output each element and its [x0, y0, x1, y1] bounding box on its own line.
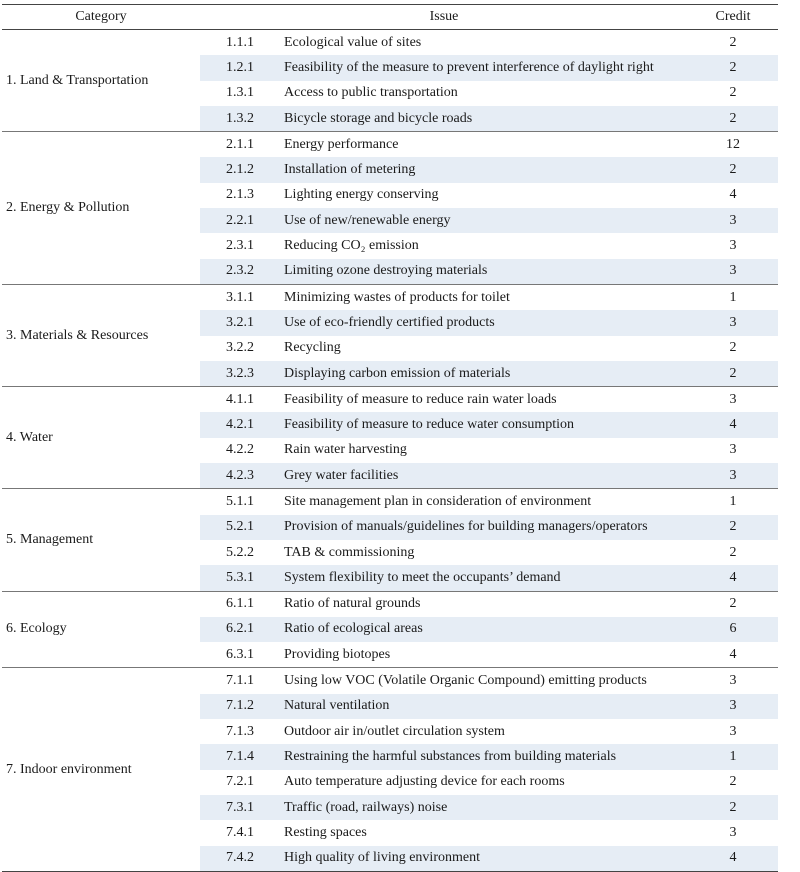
issue-number: 2.2.1 [200, 208, 280, 233]
credit-table [2, 4, 778, 872]
issue-number: 1.3.2 [200, 106, 280, 132]
issue-text: Limiting ozone destroying materials [280, 259, 688, 285]
issue-number: 7.4.1 [226, 824, 254, 840]
issue-text: Ratio of natural grounds [284, 596, 421, 612]
credit-value: 3 [729, 442, 737, 458]
header-category: Category [2, 5, 200, 30]
credit-value: 2 [729, 340, 737, 356]
category-cell: 5. Management [2, 489, 200, 591]
credit-value: 2 [729, 596, 737, 612]
category-cell: 7. Indoor environment [2, 668, 200, 871]
table-body [2, 30, 778, 872]
credit-value: 2 [688, 361, 778, 387]
credit-value: 2 [729, 85, 737, 101]
issue-text: Natural ventilation [280, 694, 688, 719]
issue-number: 1.2.1 [200, 55, 280, 80]
issue-number: 5.1.1 [226, 493, 254, 509]
issue-number: 2.1.2 [200, 157, 280, 182]
header-row [2, 5, 778, 30]
credit-value: 6 [688, 617, 778, 642]
issue-text: System flexibility to meet the occupants’ demand [280, 565, 688, 591]
issue-number: 2.1.1 [226, 136, 254, 152]
table-row [2, 591, 778, 617]
table-row [2, 284, 778, 310]
issue-number: 4.1.1 [226, 391, 254, 407]
credit-value: 2 [729, 774, 737, 790]
issue-text: Ratio of ecological areas [280, 617, 688, 642]
issue-number: 7.1.1 [226, 673, 254, 689]
credit-value: 3 [729, 673, 737, 689]
credit-value: 3 [688, 259, 778, 285]
credit-value: 4 [688, 846, 778, 872]
issue-text: Rain water harvesting [284, 442, 407, 458]
issue-number: 1.1.1 [226, 34, 254, 50]
credit-value: 1 [688, 744, 778, 769]
issue-number: 5.2.2 [226, 544, 254, 560]
header-credit: Credit [688, 5, 778, 30]
issue-number: 5.2.1 [200, 515, 280, 540]
issue-text: Use of new/renewable energy [280, 208, 688, 233]
issue-number: 4.2.3 [200, 463, 280, 489]
header-issue: Issue [200, 5, 688, 30]
credit-value: 2 [688, 795, 778, 820]
credit-value: 3 [729, 723, 737, 739]
issue-number: 2.1.3 [226, 187, 254, 203]
issue-text: Feasibility of measure to reduce water consumption [280, 412, 688, 437]
issue-number: 3.2.1 [200, 310, 280, 335]
credit-value: 4 [729, 187, 737, 203]
issue-text: Lighting energy conserving [284, 187, 439, 203]
issue-text: Auto temperature adjusting device for each rooms [284, 774, 565, 790]
issue-text: Providing biotopes [280, 642, 688, 668]
issue-text: Displaying carbon emission of materials [280, 361, 688, 387]
category-cell: 6. Ecology [2, 591, 200, 668]
category-cell: 1. Land & Transportation [2, 30, 200, 132]
issue-number: 7.1.2 [200, 694, 280, 719]
issue-text: Outdoor air in/outlet circulation system [284, 723, 505, 739]
credit-value: 2 [729, 544, 737, 560]
issue-number: 6.1.1 [226, 596, 254, 612]
issue-text: Installation of metering [280, 157, 688, 182]
issue-number: 2.3.2 [200, 259, 280, 285]
issue-number: 2.3.1 [226, 238, 254, 254]
issue-text: Grey water facilities [280, 463, 688, 489]
issue-text: Provision of manuals/guidelines for building managers/operators [280, 515, 688, 540]
category-cell: 3. Materials & Resources [2, 284, 200, 386]
credit-value: 3 [688, 694, 778, 719]
issue-number: 7.1.3 [226, 723, 254, 739]
issue-text: Energy performance [284, 136, 399, 152]
issue-text: Resting spaces [284, 824, 367, 840]
issue-number: 7.1.4 [200, 744, 280, 769]
issue-text: Site management plan in consideration of environment [284, 493, 592, 509]
category-cell: 2. Energy & Pollution [2, 132, 200, 285]
credit-value: 3 [688, 463, 778, 489]
issue-number: 6.3.1 [200, 642, 280, 668]
issue-text: Using low VOC (Volatile Organic Compound) emitting products [284, 673, 647, 689]
credit-value: 3 [729, 391, 737, 407]
credit-value: 4 [688, 565, 778, 591]
table-row [2, 132, 778, 158]
issue-number: 6.2.1 [200, 617, 280, 642]
credit-value: 2 [688, 106, 778, 132]
issue-number: 7.4.2 [200, 846, 280, 872]
credit-value: 12 [726, 136, 740, 152]
issue-text: Restraining the harmful substances from building materials [280, 744, 688, 769]
issue-number: 5.3.1 [200, 565, 280, 591]
issue-text: Access to public transportation [284, 85, 458, 101]
issue-number: 7.2.1 [226, 774, 254, 790]
credit-value: 2 [688, 55, 778, 80]
credit-value: 4 [688, 412, 778, 437]
credit-value: 2 [688, 157, 778, 182]
issue-text: Reducing CO₂ emission [284, 238, 419, 254]
issue-number: 4.2.2 [226, 442, 254, 458]
credit-value: 3 [688, 208, 778, 233]
issue-text: Recycling [284, 340, 341, 356]
credit-value: 1 [729, 289, 737, 305]
issue-text: Minimizing wastes of products for toilet [284, 289, 510, 305]
table-row [2, 387, 778, 413]
credit-value: 3 [729, 238, 737, 254]
table-row [2, 489, 778, 515]
table-row [2, 668, 778, 694]
category-cell: 4. Water [2, 387, 200, 489]
issue-text: High quality of living environment [280, 846, 688, 872]
issue-text: Feasibility of measure to reduce rain water loads [284, 391, 557, 407]
credit-value: 2 [688, 515, 778, 540]
issue-number: 7.3.1 [200, 795, 280, 820]
issue-text: Traffic (road, railways) noise [280, 795, 688, 820]
credit-value: 4 [688, 642, 778, 668]
issue-number: 3.2.2 [226, 340, 254, 356]
credit-value: 3 [688, 310, 778, 335]
issue-number: 3.2.3 [200, 361, 280, 387]
issue-number: 3.1.1 [226, 289, 254, 305]
issue-text: TAB & commissioning [284, 544, 415, 560]
credit-value: 3 [729, 824, 737, 840]
issue-text: Ecological value of sites [284, 34, 422, 50]
issue-number: 4.2.1 [200, 412, 280, 437]
issue-text: Use of eco-friendly certified products [280, 310, 688, 335]
table-row [2, 30, 778, 56]
credit-value: 2 [729, 34, 737, 50]
issue-text: Feasibility of the measure to prevent interference of daylight right [280, 55, 688, 80]
issue-text: Bicycle storage and bicycle roads [280, 106, 688, 132]
issue-number: 1.3.1 [226, 85, 254, 101]
credit-value: 1 [729, 493, 737, 509]
